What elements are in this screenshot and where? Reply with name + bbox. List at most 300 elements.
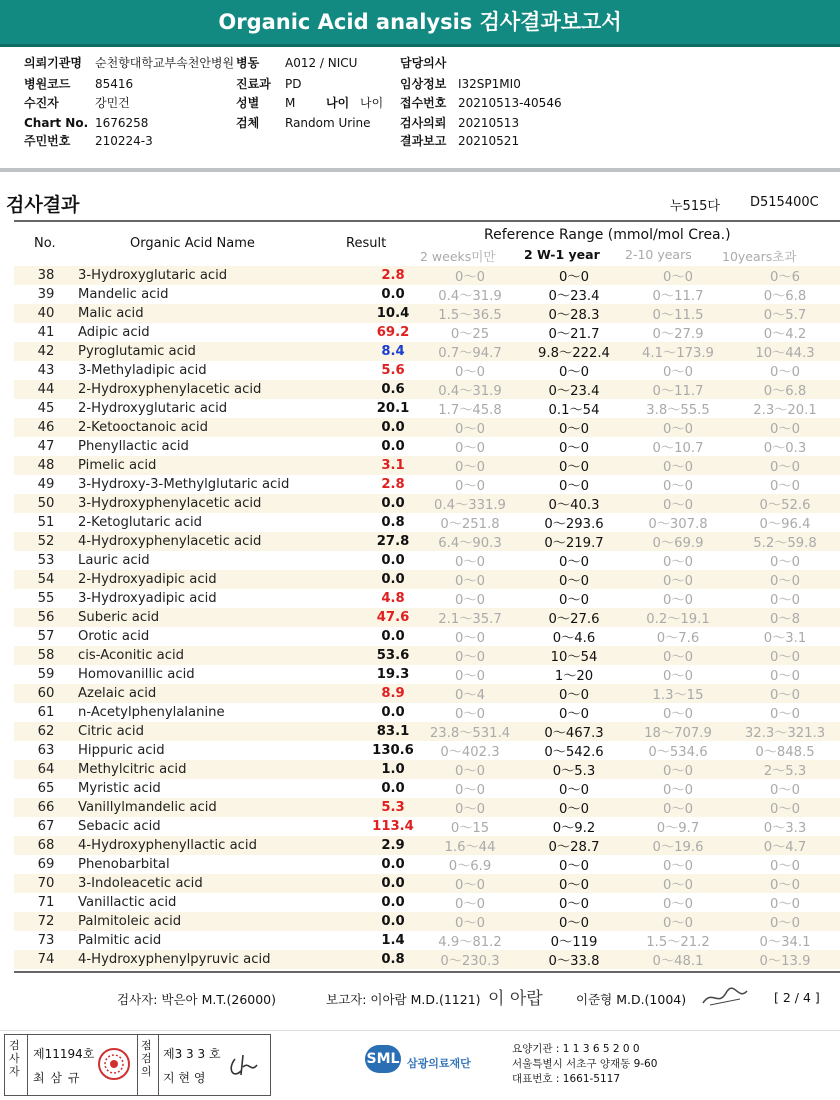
table-row <box>14 532 840 551</box>
result-value: 5.3 <box>368 798 418 817</box>
result-value: 2.8 <box>368 266 418 285</box>
result-value: 130.6 <box>372 743 414 758</box>
acid-name: n-Acetylphenylalanine <box>78 705 225 720</box>
ref-2-10-years: 0～0 <box>626 760 730 779</box>
ref-2w-1-year: 0～28.3 <box>522 304 626 323</box>
table-row <box>14 551 840 570</box>
doctor-label: 담당의사 <box>400 56 447 70</box>
ref-2w-1-year: 0～0 <box>522 684 626 703</box>
ref-2-10-years: 0～0 <box>663 897 693 912</box>
acid-name: Hippuric acid <box>78 743 165 758</box>
ref-2w-1-year: 0～23.4 <box>522 380 626 399</box>
ref-2w-1-year: 0～0 <box>522 456 626 475</box>
results-table-header <box>14 220 840 268</box>
ref-under-2-weeks: 0～0 <box>455 365 485 380</box>
acid-name: 3-Indoleacetic acid <box>78 874 368 893</box>
acid-name: Myristic acid <box>78 781 161 796</box>
table-row <box>14 646 840 665</box>
row-number: 46 <box>14 418 78 437</box>
divider <box>14 971 840 973</box>
ref-2-10-years: 0～0 <box>663 365 693 380</box>
result-value: 8.9 <box>368 684 418 703</box>
result-value: 0.0 <box>368 912 418 931</box>
section-title: 검사결과 <box>6 194 80 216</box>
row-number: 73 <box>37 933 55 948</box>
ref-over-10-years: 0～3.3 <box>763 821 807 836</box>
dept-value: PD <box>285 77 302 91</box>
patient-info <box>0 54 840 162</box>
acid-name: 3-Hydroxyphenylacetic acid <box>78 494 368 513</box>
ref-2-10-years: 0～9.7 <box>656 821 700 836</box>
acid-name: 3-Hydroxyadipic acid <box>78 591 217 606</box>
table-row <box>14 817 840 836</box>
ref-under-2-weeks: 0～0 <box>418 874 522 893</box>
ref-over-10-years: 0～0 <box>770 479 800 494</box>
ref-2w-1-year: 0～0 <box>559 593 589 608</box>
inspector-stamp-box <box>4 1034 271 1096</box>
ref-2-10-years: 0.2～19.1 <box>626 608 730 627</box>
table-row <box>14 931 840 950</box>
reporter-handwritten-signature: 이 아랍 <box>488 989 543 1009</box>
sml-logo: SML <box>365 1045 401 1073</box>
ref-over-10-years: 5.2～59.8 <box>730 532 840 551</box>
acid-name: Mandelic acid <box>78 287 169 302</box>
ref-2w-1-year: 0～0 <box>559 707 589 722</box>
acid-name: Azelaic acid <box>78 684 368 703</box>
ref-over-10-years: 0～0 <box>770 897 800 912</box>
table-row <box>14 361 840 380</box>
ref-2w-1-year: 0～0 <box>559 897 589 912</box>
row-number: 74 <box>14 950 78 969</box>
table-row <box>14 722 840 741</box>
ref-2-10-years: 0～0 <box>626 912 730 931</box>
ref-2w-1-year: 0～0 <box>522 418 626 437</box>
ref-under-2-weeks: 0～0 <box>455 593 485 608</box>
ref-2w-1-year: 0～119 <box>550 935 598 950</box>
result-value: 2.9 <box>368 836 418 855</box>
ref-over-10-years: 0～0 <box>770 783 800 798</box>
ref-under-2-weeks: 0～0 <box>418 646 522 665</box>
ref-under-2-weeks: 1.5～36.5 <box>418 304 522 323</box>
reviewer-handwritten-signature <box>700 985 750 1009</box>
ref-2w-1-year: 0～9.2 <box>552 821 596 836</box>
request-label: 검사의뢰 <box>400 116 447 130</box>
ref-2w-1-year: 0～219.7 <box>522 532 626 551</box>
table-row <box>14 874 840 893</box>
ref-under-2-weeks: 0～0 <box>455 707 485 722</box>
divider <box>0 168 840 172</box>
page-indicator: [ 2 / 4 ] <box>774 990 820 1005</box>
acid-name: 3-Hydroxy-3-Methylglutaric acid <box>78 477 290 492</box>
results-table <box>14 266 840 969</box>
acid-name: 2-Ketooctanoic acid <box>78 418 368 437</box>
row-number: 56 <box>14 608 78 627</box>
ref-2-10-years: 0～27.9 <box>652 327 704 342</box>
acid-name: Suberic acid <box>78 608 368 627</box>
ref-under-2-weeks: 0～0 <box>455 479 485 494</box>
chart-value: 1676258 <box>95 116 149 130</box>
acid-name: Sebacic acid <box>78 819 161 834</box>
col-no: No. <box>34 236 56 251</box>
ref-over-10-years: 0～848.5 <box>755 745 815 760</box>
table-row <box>14 741 840 760</box>
report-label: 결과보고 <box>400 134 447 148</box>
chart-label: Chart No. <box>24 116 89 130</box>
ref-2-10-years: 0～0 <box>626 646 730 665</box>
ref-2-10-years: 3.8～55.5 <box>646 403 710 418</box>
table-row <box>14 456 840 475</box>
test-code-korean: 누515다 <box>670 199 720 214</box>
row-number: 48 <box>14 456 78 475</box>
ref-under-2-weeks: 0～0 <box>455 441 485 456</box>
ref-over-10-years: 0～0 <box>770 365 800 380</box>
ref-under-2-weeks: 0～402.3 <box>440 745 500 760</box>
row-number: 66 <box>14 798 78 817</box>
official-seal-icon <box>97 1047 131 1081</box>
ref-2-10-years: 0～0 <box>663 593 693 608</box>
result-value: 0.0 <box>381 553 405 568</box>
result-value: 0.0 <box>368 874 418 893</box>
ref-under-2-weeks: 0～4 <box>418 684 522 703</box>
ref-under-2-weeks: 6.4～90.3 <box>418 532 522 551</box>
acid-name: Pimelic acid <box>78 456 368 475</box>
acid-name: 2-Hydroxyglutaric acid <box>78 401 228 416</box>
ref-over-10-years: 0～0 <box>730 418 840 437</box>
ref-2-10-years: 0～19.6 <box>626 836 730 855</box>
acid-name: Citric acid <box>78 722 368 741</box>
hospital-code-label: 병원코드 <box>24 77 71 91</box>
ref-2w-1-year: 0～542.6 <box>544 745 604 760</box>
patient-label: 수진자 <box>24 96 59 110</box>
ref-2w-1-year: 0～27.6 <box>522 608 626 627</box>
clinical-value: I32SP1MI0 <box>458 77 521 91</box>
ref-over-10-years: 0～0 <box>730 646 840 665</box>
result-value: 0.0 <box>381 895 405 910</box>
table-row <box>14 855 840 874</box>
ref-2-10-years: 0～0 <box>663 859 693 874</box>
clinical-label: 임상정보 <box>400 77 447 91</box>
ref-2-10-years: 0～69.9 <box>626 532 730 551</box>
address: 서울특별시 서초구 양재동 9-60 <box>512 1058 658 1070</box>
col-ref-2: 2 W-1 year <box>524 247 600 262</box>
row-number: 67 <box>37 819 55 834</box>
row-number: 64 <box>14 760 78 779</box>
ref-2w-1-year: 0～21.7 <box>548 327 600 342</box>
ref-over-10-years: 0～0 <box>770 707 800 722</box>
col-name: Organic Acid Name <box>130 236 255 251</box>
acid-name: 4-Hydroxyphenyllactic acid <box>78 836 368 855</box>
ref-under-2-weeks: 0～0 <box>455 631 485 646</box>
ref-2w-1-year: 0～0 <box>559 555 589 570</box>
ref-2w-1-year: 0～40.3 <box>522 494 626 513</box>
reception-value: 20210513-40546 <box>458 96 562 110</box>
table-row <box>14 399 840 418</box>
sex-label: 성별 <box>236 96 260 110</box>
ref-under-2-weeks: 0.4～31.9 <box>418 380 522 399</box>
patient-value: 강민건 <box>95 96 130 110</box>
ref-2w-1-year: 0～0 <box>559 441 589 456</box>
ref-under-2-weeks: 0～0 <box>418 912 522 931</box>
ward-label: 병동 <box>236 56 260 70</box>
ref-2-10-years: 0～0 <box>663 707 693 722</box>
table-row <box>14 589 840 608</box>
report-title: Organic Acid analysis 검사결과보고서 <box>0 0 840 47</box>
result-value: 1.4 <box>381 933 405 948</box>
specimen-label: 검체 <box>236 116 260 130</box>
ref-2-10-years: 0～534.6 <box>648 745 708 760</box>
row-number: 41 <box>37 325 55 340</box>
table-row <box>14 494 840 513</box>
acid-name: Orotic acid <box>78 629 150 644</box>
ref-over-10-years: 0～6.8 <box>763 289 807 304</box>
result-value: 8.4 <box>368 342 418 361</box>
result-value: 0.0 <box>368 494 418 513</box>
table-row <box>14 304 840 323</box>
ref-under-2-weeks: 0.4～331.9 <box>418 494 522 513</box>
ref-over-10-years: 0～0 <box>730 798 840 817</box>
result-value: 69.2 <box>376 325 410 340</box>
row-number: 49 <box>37 477 55 492</box>
ref-2-10-years: 0～0 <box>663 555 693 570</box>
ref-2w-1-year: 0～33.8 <box>522 950 626 969</box>
acid-name: 2-Hydroxyadipic acid <box>78 570 368 589</box>
col-ref-3: 2-10 years <box>625 247 692 262</box>
row-number: 62 <box>14 722 78 741</box>
ref-2-10-years: 0～0 <box>663 479 693 494</box>
table-row <box>14 380 840 399</box>
row-number: 39 <box>37 287 55 302</box>
acid-name: Malic acid <box>78 304 368 323</box>
result-value: 0.0 <box>381 705 405 720</box>
result-value: 27.8 <box>368 532 418 551</box>
row-number: 59 <box>37 667 55 682</box>
ref-over-10-years: 0～0.3 <box>763 441 807 456</box>
dept-label: 진료과 <box>236 77 271 91</box>
row-number: 55 <box>37 591 55 606</box>
acid-name: Lauric acid <box>78 553 150 568</box>
institution-value: 순천향대학교부속천안병원 <box>95 56 235 70</box>
ref-under-2-weeks: 0～25 <box>450 327 490 342</box>
ref-under-2-weeks: 0～251.8 <box>440 517 500 532</box>
ref-2w-1-year: 9.8～222.4 <box>522 342 626 361</box>
ref-under-2-weeks: 2.1～35.7 <box>418 608 522 627</box>
hospital-code-value: 85416 <box>95 77 134 91</box>
acid-name: 3-Methyladipic acid <box>78 363 207 378</box>
col-result: Result <box>346 236 387 251</box>
row-number: 38 <box>14 266 78 285</box>
table-row <box>14 760 840 779</box>
ref-2w-1-year: 0～4.6 <box>552 631 596 646</box>
ward-value: A012 / NICU <box>285 56 358 70</box>
ref-over-10-years: 0～4.7 <box>730 836 840 855</box>
row-number: 44 <box>14 380 78 399</box>
result-value: 3.1 <box>368 456 418 475</box>
table-row <box>14 475 840 494</box>
ref-under-2-weeks: 0～0 <box>455 669 485 684</box>
ref-2-10-years: 0～0 <box>626 570 730 589</box>
age-label: 나이 <box>326 96 350 110</box>
ref-under-2-weeks: 4.9～81.2 <box>438 935 502 950</box>
ref-over-10-years: 0～0 <box>770 669 800 684</box>
row-number: 51 <box>37 515 55 530</box>
result-value: 5.6 <box>381 363 405 378</box>
ref-2w-1-year: 10～54 <box>522 646 626 665</box>
result-value: 10.4 <box>368 304 418 323</box>
ref-2w-1-year: 0～0 <box>522 570 626 589</box>
ref-over-10-years: 0～0 <box>770 859 800 874</box>
acid-name: 3-Hydroxyglutaric acid <box>78 266 368 285</box>
row-number: 68 <box>14 836 78 855</box>
acid-name: Homovanillic acid <box>78 667 195 682</box>
stamp-label-reviewer: 점검의 <box>141 1039 152 1078</box>
ref-2-10-years: 1.3～15 <box>626 684 730 703</box>
report-value: 20210521 <box>458 134 520 148</box>
ref-2-10-years: 0～48.1 <box>626 950 730 969</box>
result-value: 0.0 <box>381 439 405 454</box>
ref-2w-1-year: 0～0 <box>522 798 626 817</box>
ref-2-10-years: 0～307.8 <box>648 517 708 532</box>
result-value: 0.0 <box>368 570 418 589</box>
table-row <box>14 950 840 969</box>
result-value: 0.8 <box>381 515 405 530</box>
footer <box>0 1030 840 1100</box>
row-number: 47 <box>37 439 55 454</box>
reporter-signature: 보고자: 이아람 M.D.(1121) <box>326 992 481 1007</box>
row-number: 63 <box>37 743 55 758</box>
ref-2w-1-year: 1～20 <box>554 669 594 684</box>
table-row <box>14 266 840 285</box>
ref-2-10-years: 0～0 <box>626 266 730 285</box>
row-number: 69 <box>37 857 55 872</box>
table-row <box>14 798 840 817</box>
acid-name: Vanillylmandelic acid <box>78 798 368 817</box>
examiner-signature: 검사자: 박은아 M.T.(26000) <box>117 992 277 1007</box>
acid-name: 4-Hydroxyphenylacetic acid <box>78 532 368 551</box>
result-value: 2.8 <box>381 477 405 492</box>
acid-name: Vanillactic acid <box>78 895 177 910</box>
ref-under-2-weeks: 0～0 <box>418 418 522 437</box>
ref-under-2-weeks: 0～0 <box>418 266 522 285</box>
acid-name: Adipic acid <box>78 325 150 340</box>
result-value: 0.0 <box>381 287 405 302</box>
ref-under-2-weeks: 0～6.9 <box>448 859 492 874</box>
ref-under-2-weeks: 0.7～94.7 <box>418 342 522 361</box>
request-value: 20210513 <box>458 116 520 130</box>
table-row <box>14 513 840 532</box>
row-number: 60 <box>14 684 78 703</box>
ref-2w-1-year: 0～0 <box>522 266 626 285</box>
result-value: 113.4 <box>372 819 414 834</box>
test-code: D515400C <box>750 195 819 210</box>
row-number: 65 <box>37 781 55 796</box>
stamp-number-examiner: 제11194호 <box>33 1047 95 1061</box>
ref-2-10-years: 18～707.9 <box>626 722 730 741</box>
acid-name: Methylcitric acid <box>78 760 368 779</box>
age-value: 나이 <box>360 96 384 110</box>
ref-under-2-weeks: 0～0 <box>455 555 485 570</box>
foundation-name: 삼광의료재단 <box>407 1057 471 1070</box>
ref-under-2-weeks: 0～0 <box>418 760 522 779</box>
ref-under-2-weeks: 0～230.3 <box>418 950 522 969</box>
ref-under-2-weeks: 0～0 <box>418 798 522 817</box>
ref-over-10-years: 2.3～20.1 <box>753 403 817 418</box>
ref-2-10-years: 0～11.7 <box>652 289 704 304</box>
ref-under-2-weeks: 1.6～44 <box>418 836 522 855</box>
ref-over-10-years: 0～13.9 <box>730 950 840 969</box>
table-row <box>14 893 840 912</box>
ref-2w-1-year: 0～5.3 <box>522 760 626 779</box>
ref-over-10-years: 0～8 <box>730 608 840 627</box>
col-ref-4: 10years초과 <box>722 249 797 264</box>
ref-2w-1-year: 0～0 <box>522 874 626 893</box>
ref-over-10-years: 0～0 <box>730 570 840 589</box>
result-value: 0.6 <box>368 380 418 399</box>
acid-name: 2-Hydroxyphenylacetic acid <box>78 380 368 399</box>
result-value: 0.0 <box>381 857 405 872</box>
result-value: 4.8 <box>381 591 405 606</box>
table-row <box>14 836 840 855</box>
result-value: 53.6 <box>368 646 418 665</box>
result-value: 0.0 <box>381 629 405 644</box>
table-row <box>14 608 840 627</box>
stamp-label-examiner: 검사자 <box>9 1039 20 1078</box>
row-number: 50 <box>14 494 78 513</box>
ref-2w-1-year: 0～293.6 <box>544 517 604 532</box>
ref-over-10-years: 0～3.1 <box>763 631 807 646</box>
ref-over-10-years: 0～0 <box>770 555 800 570</box>
ref-over-10-years: 0～34.1 <box>759 935 811 950</box>
ref-2-10-years: 0～0 <box>626 494 730 513</box>
ref-under-2-weeks: 0～0 <box>455 783 485 798</box>
stamp-name-examiner: 최 삼 규 <box>33 1071 81 1085</box>
result-value: 0.0 <box>368 418 418 437</box>
ref-2-10-years: 0～0 <box>626 798 730 817</box>
ref-2w-1-year: 0～0 <box>559 365 589 380</box>
table-row <box>14 342 840 361</box>
ref-2w-1-year: 0～28.7 <box>522 836 626 855</box>
row-number: 40 <box>14 304 78 323</box>
result-value: 0.8 <box>368 950 418 969</box>
stamp-name-reviewer: 지 현 영 <box>163 1071 206 1085</box>
col-reference: Reference Range (mmol/mol Crea.) <box>484 227 731 243</box>
ref-2-10-years: 0～11.5 <box>626 304 730 323</box>
ref-under-2-weeks: 23.8～531.4 <box>418 722 522 741</box>
acid-name: Phenobarbital <box>78 857 170 872</box>
reception-label: 접수번호 <box>400 96 447 110</box>
table-row <box>14 285 840 304</box>
institution-code: 요양기관 : 1 1 3 6 5 2 0 0 <box>512 1043 640 1055</box>
row-number: 61 <box>37 705 55 720</box>
ref-over-10-years: 0～0 <box>730 874 840 893</box>
row-number: 71 <box>37 895 55 910</box>
ref-over-10-years: 32.3～321.3 <box>730 722 840 741</box>
result-value: 1.0 <box>368 760 418 779</box>
ref-2w-1-year: 0～0 <box>559 859 589 874</box>
ref-over-10-years: 0～0 <box>730 456 840 475</box>
acid-name: cis-Aconitic acid <box>78 646 368 665</box>
result-value: 19.3 <box>376 667 410 682</box>
handwritten-signature-icon <box>227 1051 263 1081</box>
ref-2-10-years: 1.5～21.2 <box>646 935 710 950</box>
ref-2-10-years: 4.1～173.9 <box>626 342 730 361</box>
ref-over-10-years: 0～0 <box>770 593 800 608</box>
acid-name: Phenyllactic acid <box>78 439 189 454</box>
table-row <box>14 437 840 456</box>
ref-2w-1-year: 0～0 <box>522 912 626 931</box>
table-row <box>14 703 840 722</box>
row-number: 54 <box>14 570 78 589</box>
phone: 대표번호 : 1661-5117 <box>512 1073 621 1085</box>
